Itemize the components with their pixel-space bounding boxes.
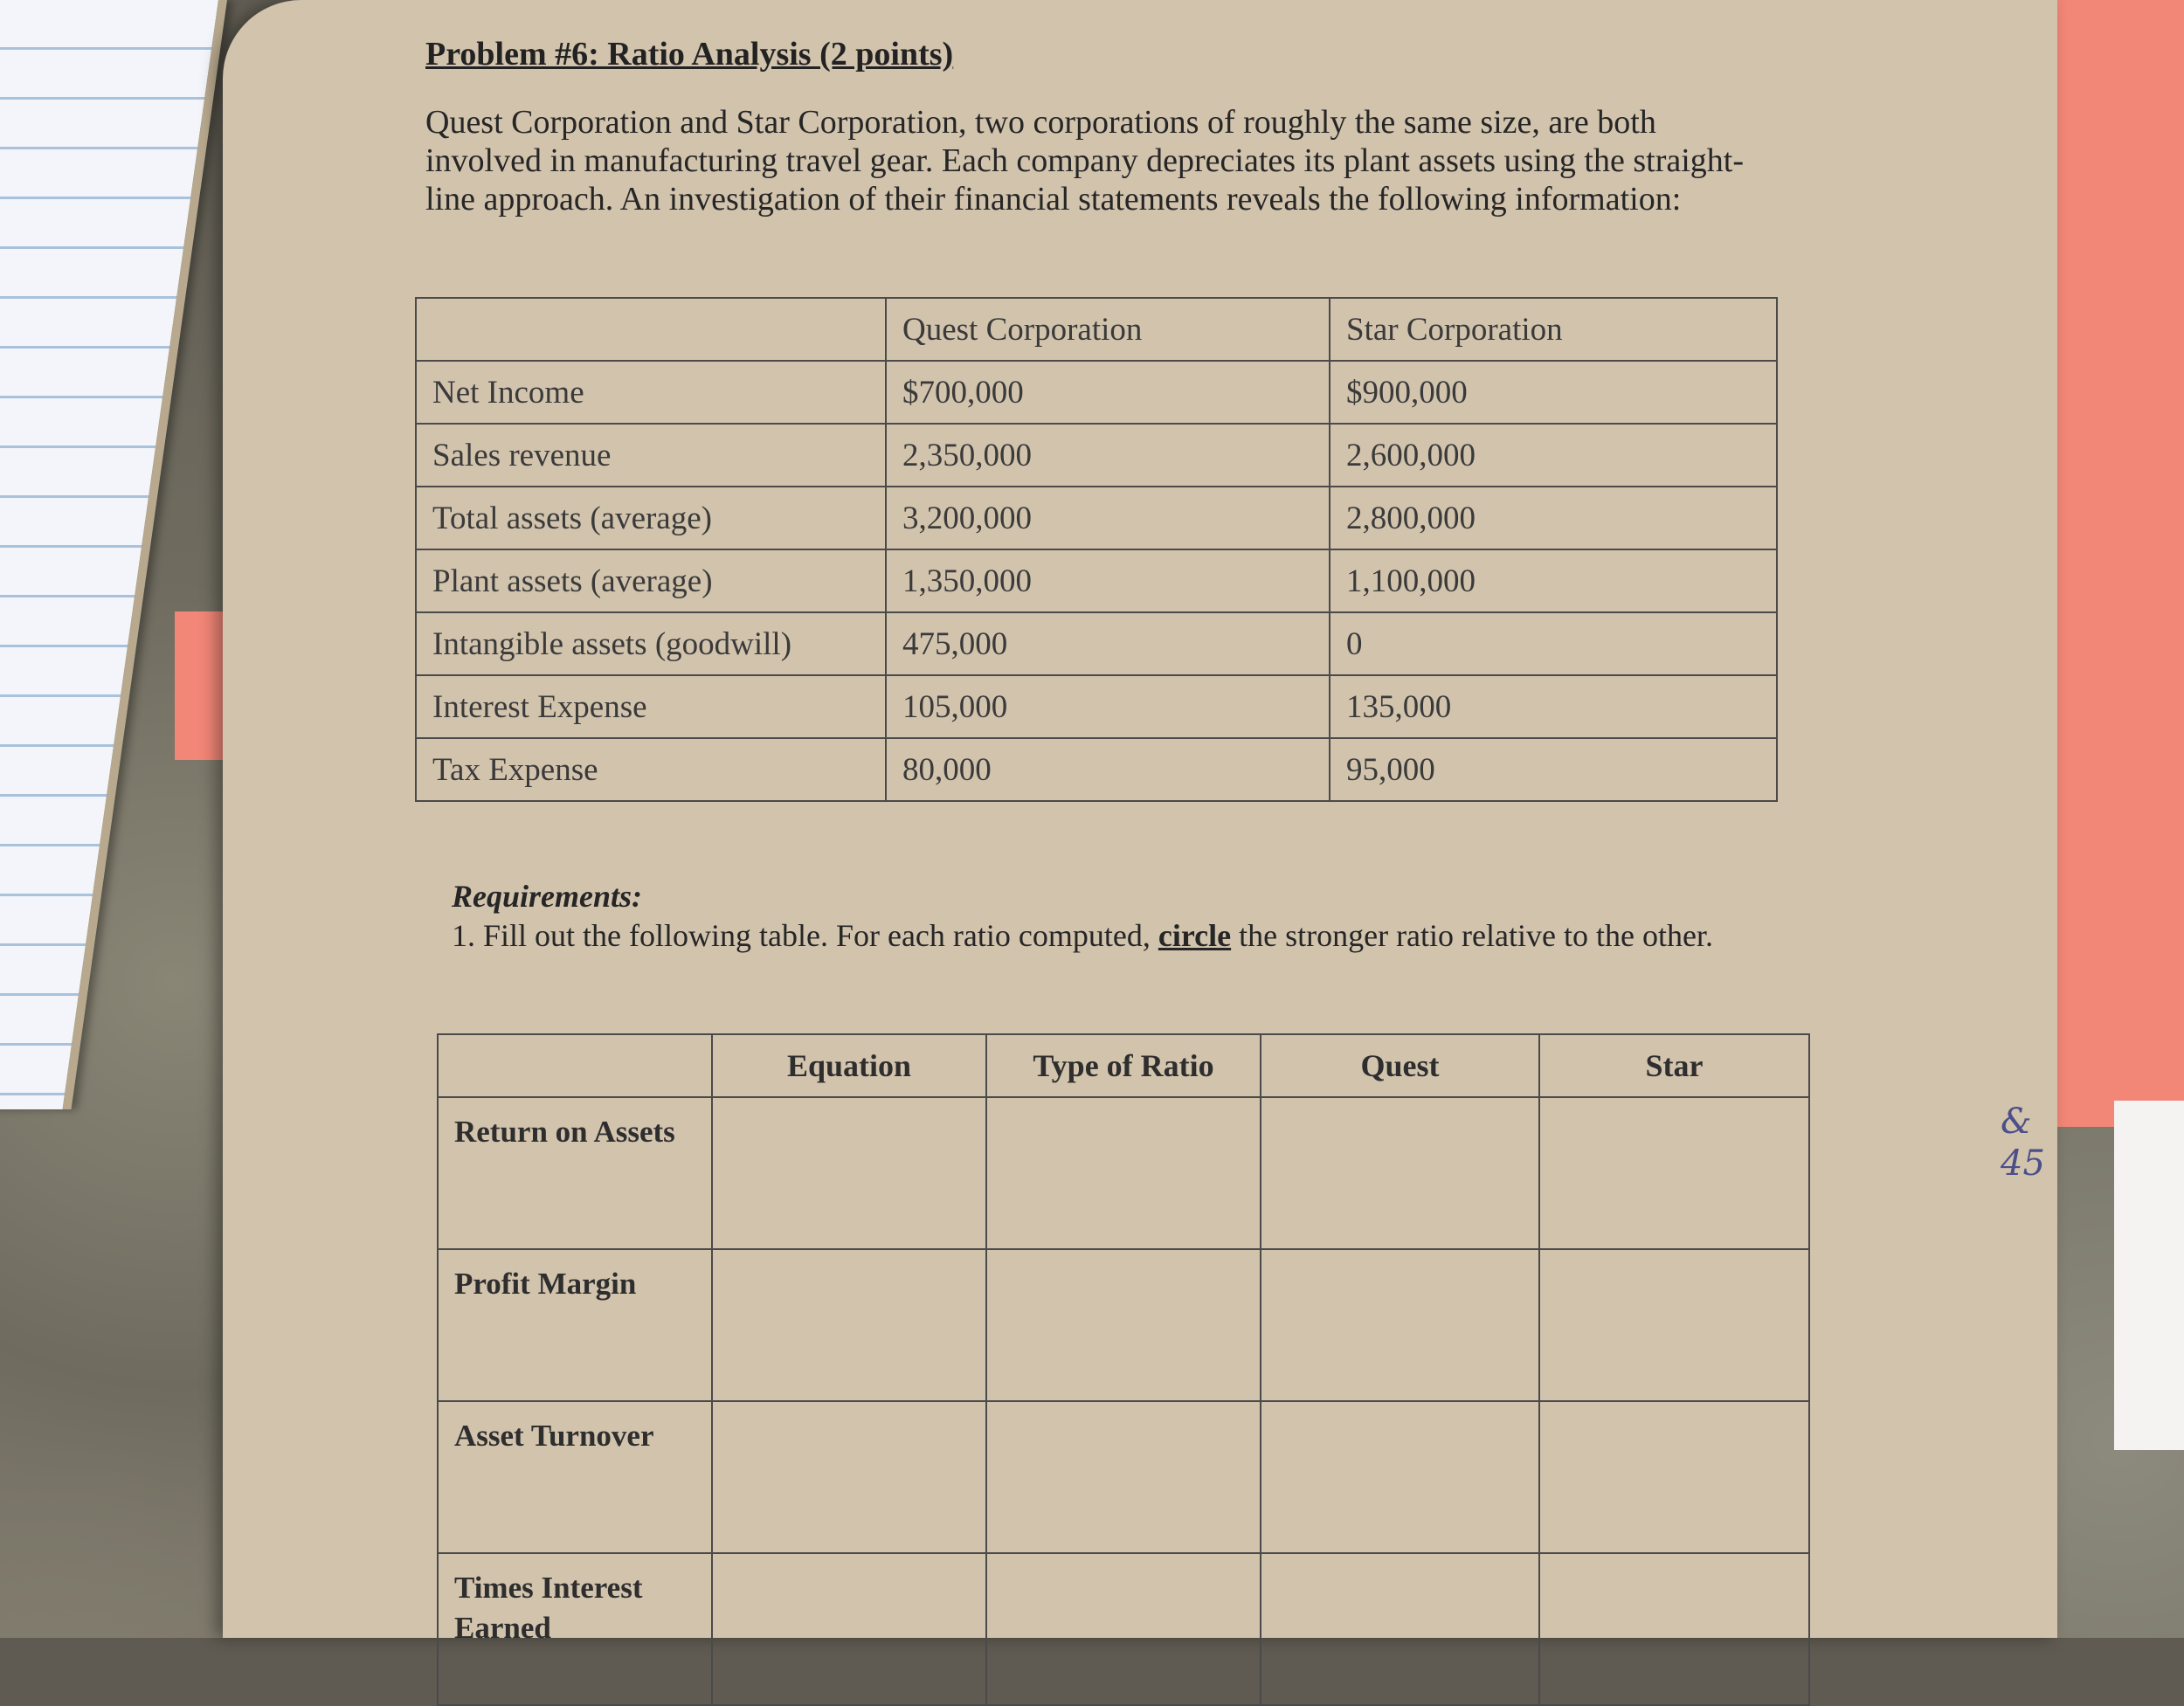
star-value: 135,000	[1330, 675, 1777, 738]
quest-value: 475,000	[886, 612, 1330, 675]
ratio-name: Times Interest Earned	[438, 1553, 712, 1705]
ratio-row	[438, 1097, 1809, 1249]
ratio-name: Return on Assets	[438, 1097, 712, 1249]
data-table-row	[416, 612, 1777, 675]
ratio-header-blank	[438, 1034, 712, 1097]
star-cell	[1539, 1401, 1809, 1553]
quest-cell	[1261, 1097, 1539, 1249]
data-header-blank	[416, 298, 886, 361]
row-label: Total assets (average)	[416, 487, 886, 549]
ratio-table	[437, 1033, 1810, 1706]
ratio-row	[438, 1401, 1809, 1553]
data-header-quest: Quest Corporation	[886, 298, 1330, 361]
ratio-name: Profit Margin	[438, 1249, 712, 1401]
requirement-item	[452, 915, 1780, 956]
row-label: Plant assets (average)	[416, 549, 886, 612]
equation-cell	[712, 1097, 986, 1249]
star-value: 2,600,000	[1330, 424, 1777, 487]
ratio-row	[438, 1249, 1809, 1401]
type-cell	[986, 1249, 1261, 1401]
equation-cell	[712, 1553, 986, 1705]
star-value: 0	[1330, 612, 1777, 675]
data-table-row	[416, 549, 1777, 612]
data-table-row	[416, 675, 1777, 738]
data-header-star: Star Corporation	[1330, 298, 1777, 361]
problem-intro: Quest Corporation and Star Corporation, two corporations of roughly the same size, are both involved in manufacturing travel gear. Each company depreciates its plant assets using the straight-line approach. An investigation of their financial statements reveals the following information:	[425, 104, 1744, 218]
ratio-header-quest: Quest	[1261, 1034, 1539, 1097]
row-label: Tax Expense	[416, 738, 886, 801]
data-table-row	[416, 361, 1777, 424]
equation-cell	[712, 1401, 986, 1553]
handwritten-line: &	[2001, 1102, 2032, 1142]
type-cell	[986, 1401, 1261, 1553]
quest-cell	[1261, 1553, 1539, 1705]
row-label: Sales revenue	[416, 424, 886, 487]
handwritten-line: 45	[2001, 1143, 2045, 1184]
requirement-text-end: the stronger ratio relative to the other.	[1231, 918, 1713, 953]
financial-data-table	[415, 297, 1778, 802]
star-cell	[1539, 1249, 1809, 1401]
quest-value: 105,000	[886, 675, 1330, 738]
star-value: 2,800,000	[1330, 487, 1777, 549]
ratio-row	[438, 1553, 1809, 1705]
quest-value: $700,000	[886, 361, 1330, 424]
row-label: Intangible assets (goodwill)	[416, 612, 886, 675]
quest-value: 80,000	[886, 738, 1330, 801]
requirements-heading: Requirements:	[452, 879, 643, 914]
quest-value: 3,200,000	[886, 487, 1330, 549]
star-cell	[1539, 1097, 1809, 1249]
quest-cell	[1261, 1401, 1539, 1553]
ratio-table-header-row	[438, 1034, 1809, 1097]
equation-cell	[712, 1249, 986, 1401]
quest-value: 2,350,000	[886, 424, 1330, 487]
star-value: 1,100,000	[1330, 549, 1777, 612]
requirement-emphasis: circle	[1158, 918, 1232, 953]
ratio-name: Asset Turnover	[438, 1401, 712, 1553]
problem-title: Problem #6: Ratio Analysis (2 points)	[425, 36, 954, 73]
data-table-row	[416, 738, 1777, 801]
handwritten-note	[2001, 1101, 2045, 1185]
type-cell	[986, 1553, 1261, 1705]
quest-value: 1,350,000	[886, 549, 1330, 612]
data-table-row	[416, 424, 1777, 487]
ratio-header-type: Type of Ratio	[986, 1034, 1261, 1097]
ratio-header-star: Star	[1539, 1034, 1809, 1097]
quest-cell	[1261, 1249, 1539, 1401]
data-table-header-row	[416, 298, 1777, 361]
row-label: Interest Expense	[416, 675, 886, 738]
star-cell	[1539, 1553, 1809, 1705]
type-cell	[986, 1097, 1261, 1249]
white-paper-sheet	[2114, 1101, 2184, 1450]
star-value: $900,000	[1330, 361, 1777, 424]
ratio-header-equation: Equation	[712, 1034, 986, 1097]
star-value: 95,000	[1330, 738, 1777, 801]
requirement-text-start: 1. Fill out the following table. For each ratio computed,	[452, 918, 1158, 953]
row-label: Net Income	[416, 361, 886, 424]
data-table-row	[416, 487, 1777, 549]
